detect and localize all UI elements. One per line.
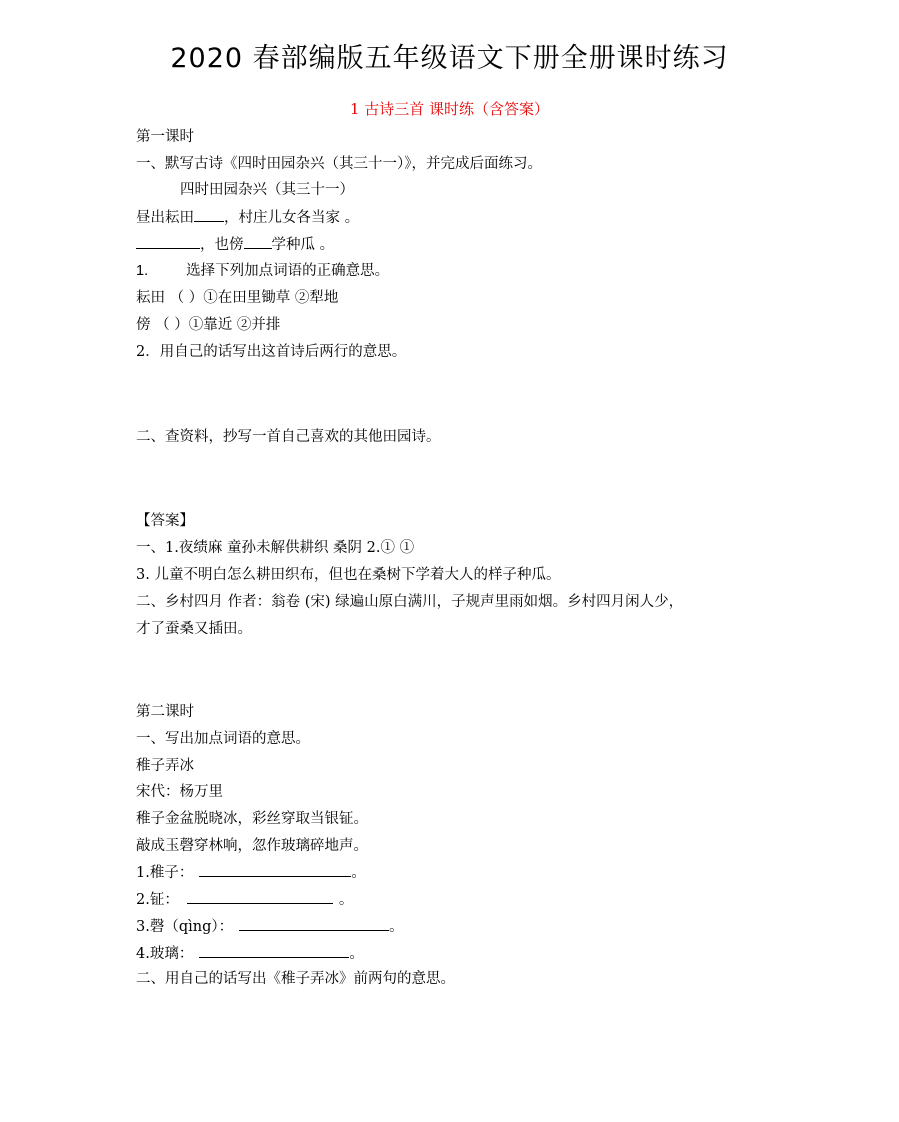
definition-item-4-label: 4.玻璃：: [136, 946, 194, 962]
fill-blank-1[interactable]: [194, 207, 224, 222]
lesson2-question1: 一、写出加点词语的意思。: [136, 731, 310, 747]
answer-blank-3[interactable]: [239, 916, 389, 931]
answers-heading: 【答案】: [136, 513, 194, 529]
poem-line-1-start: 昼出耘田: [136, 210, 194, 226]
sub-question-1: [136, 261, 389, 281]
poem-line-2-end: 学种瓜 。: [271, 237, 335, 253]
poem-line-1: [136, 207, 359, 228]
lesson2-poem-title: 稚子弄冰: [136, 758, 194, 774]
lesson2-heading: 第二课时: [136, 704, 194, 720]
lesson2-poem-author: 宋代：杨万里: [136, 784, 223, 800]
lesson1-poem-title: 四时田园杂兴（其三十一）: [180, 182, 354, 198]
sub-question-1-text: 选择下列加点词语的正确意思。: [186, 263, 390, 279]
option-row-2: 傍 （ ）①靠近 ②并排: [136, 317, 281, 333]
definition-item-1: [136, 862, 366, 883]
document-title: 2020 春部编版五年级语文下册全册课时练习: [170, 43, 729, 74]
lesson1-heading: 第一课时: [136, 129, 194, 145]
answer-line-4: 才了蚕桑又插田。: [136, 621, 252, 637]
definition-item-3-period: 。: [389, 919, 404, 935]
definition-item-3-label: 3.磬（qìng）：: [136, 919, 234, 935]
poem-line-2-mid: ，也傍: [200, 237, 244, 253]
definition-item-1-period: 。: [351, 865, 366, 881]
sub-question-1-number: 1.: [136, 263, 149, 279]
answer-blank-4[interactable]: [199, 943, 349, 958]
answer-blank-1[interactable]: [199, 862, 351, 877]
sub-question-2: 2．用自己的话写出这首诗后两行的意思。: [136, 344, 407, 360]
option-row-1: 耘田 （ ）①在田里锄草 ②犁地: [136, 290, 339, 306]
answer-line-3: 二、乡村四月 作者：翁卷 (宋) 绿遍山原白满川，子规声里雨如烟。乡村四月闲人少，: [136, 594, 684, 610]
definition-item-2-label: 2.钲：: [136, 892, 179, 908]
lesson2-poem-line-2: 敲成玉磬穿林响，忽作玻璃碎地声。: [136, 838, 368, 854]
definition-item-4: [136, 943, 364, 964]
definition-item-2: [136, 889, 353, 910]
definition-item-1-label: 1.稚子：: [136, 865, 194, 881]
lesson2-poem-line-1: 稚子金盆脱晓冰，彩丝穿取当银钲。: [136, 811, 368, 827]
fill-blank-2[interactable]: [136, 234, 200, 249]
lesson2-question2: 二、用自己的话写出《稚子弄冰》前两句的意思。: [136, 971, 455, 987]
lesson1-question1: 一、默写古诗《四时田园杂兴（其三十一）》，并完成后面练习。: [136, 156, 542, 172]
poem-line-1-end: ，村庄儿女各当家 。: [224, 210, 360, 226]
lesson1-question2: 二、查资料，抄写一首自己喜欢的其他田园诗。: [136, 429, 441, 445]
document-subtitle: 1 古诗三首 课时练（含答案）: [349, 100, 550, 118]
answer-blank-2[interactable]: [187, 889, 333, 904]
definition-item-4-period: 。: [349, 946, 364, 962]
answer-line-1: 一、1.夜绩麻 童孙未解供耕织 桑阴 2.① ①: [136, 540, 415, 556]
definition-item-2-period: 。: [338, 892, 354, 908]
definition-item-3: [136, 916, 404, 937]
fill-blank-3[interactable]: [244, 234, 272, 249]
poem-line-2: [136, 234, 334, 255]
answer-line-2: 3. 儿童不明白怎么耕田织布，但也在桑树下学着大人的样子种瓜。: [136, 567, 561, 583]
